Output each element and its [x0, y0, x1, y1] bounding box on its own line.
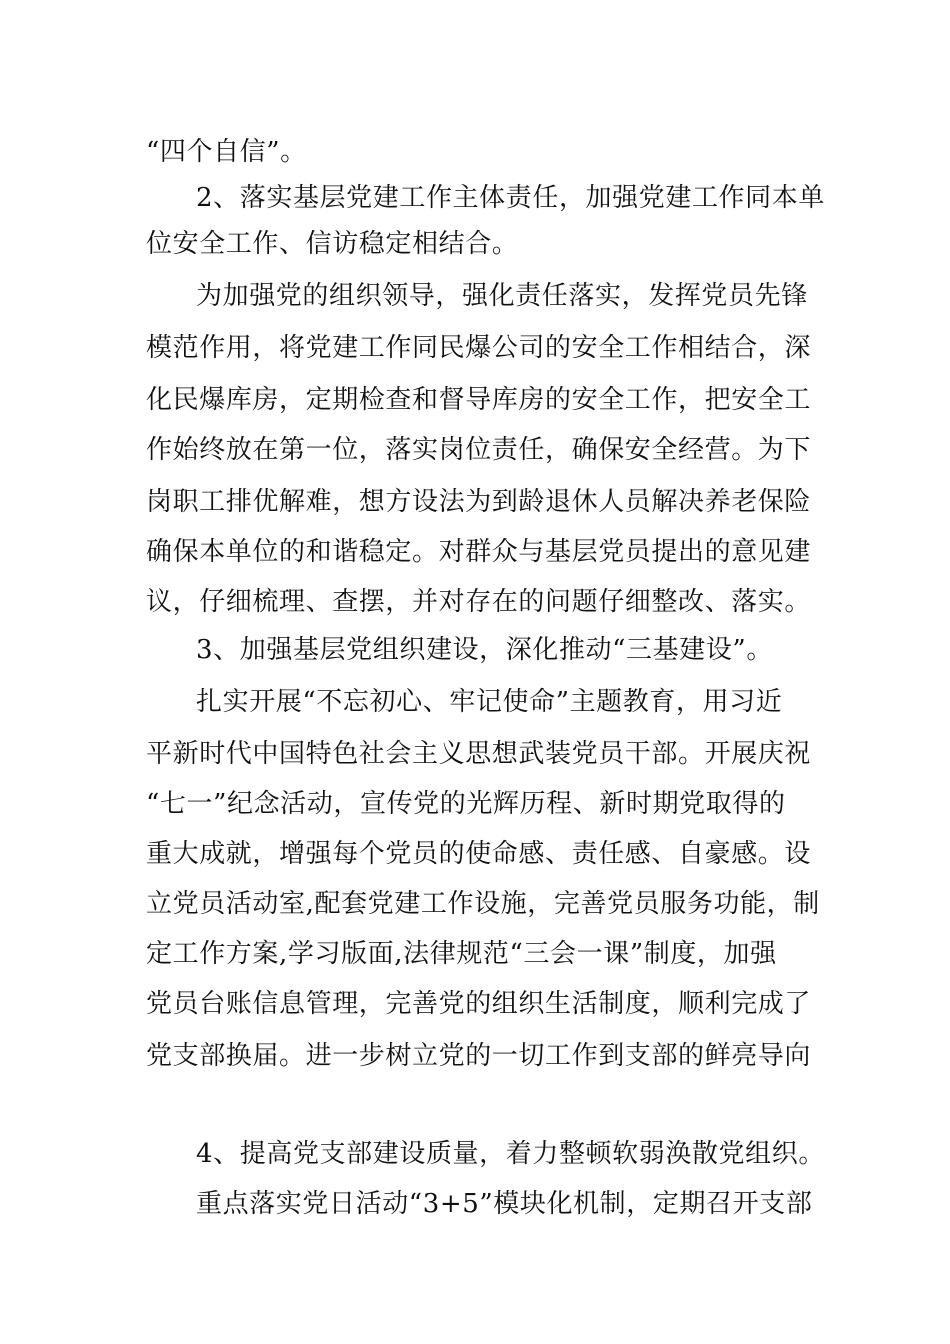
text-line: 确保本单位的和谐稳定。对群众与基层党员提出的意见建	[146, 537, 812, 567]
section-heading: 2、落实基层党建工作主体责任，加强党建工作同本单	[196, 183, 825, 213]
text-line: “四个自信”。	[146, 137, 307, 167]
text-line: 议，仔细梳理、查摆，并对存在的问题仔细整改、落实。	[146, 587, 812, 617]
text-line: 党员台账信息管理，完善党的组织生活制度，顺利完成了	[146, 989, 812, 1019]
text-line: 化民爆库房，定期检查和督导库房的安全工作，把安全工	[146, 385, 812, 415]
section-heading: 4、提高党支部建设质量，着力整顿软弱涣散党组织。	[196, 1139, 825, 1169]
paragraph-first-line: 扎实开展“不忘初心、牢记使命”主题教育，用习近	[196, 687, 783, 717]
text-line: 模范作用，将党建工作同民爆公司的安全工作相结合，深	[146, 333, 812, 363]
text-line: 平新时代中国特色社会主义思想武装党员干部。开展庆祝	[146, 739, 812, 769]
section-heading: 3、加强基层党组织建设，深化推动“三基建设”。	[196, 635, 773, 665]
text-line: 岗职工排优解难，想方设法为到龄退休人员解决养老保险	[146, 487, 812, 517]
paragraph-first-line: 重点落实党日活动“3+5”模块化机制，定期召开支部	[196, 1189, 813, 1219]
text-line: 党支部换届。进一步树立党的一切工作到支部的鲜亮导向	[146, 1041, 812, 1071]
text-line: 作始终放在第一位，落实岗位责任，确保安全经营。为下	[146, 435, 812, 465]
text-line: “七一”纪念活动，宣传党的光辉历程、新时期党取得的	[146, 789, 786, 819]
text-line: 定工作方案,学习版面,法律规范“三会一课”制度，加强	[146, 939, 777, 969]
paragraph-first-line: 为加强党的组织领导，强化责任落实，发挥党员先锋	[196, 281, 808, 311]
text-line: 重大成就，增强每个党员的使命感、责任感、自豪感。设	[146, 839, 812, 869]
text-line: 位安全工作、信访稳定相结合。	[146, 229, 519, 259]
text-line: 立党员活动室,配套党建工作设施，完善党员服务功能，制	[146, 889, 820, 919]
